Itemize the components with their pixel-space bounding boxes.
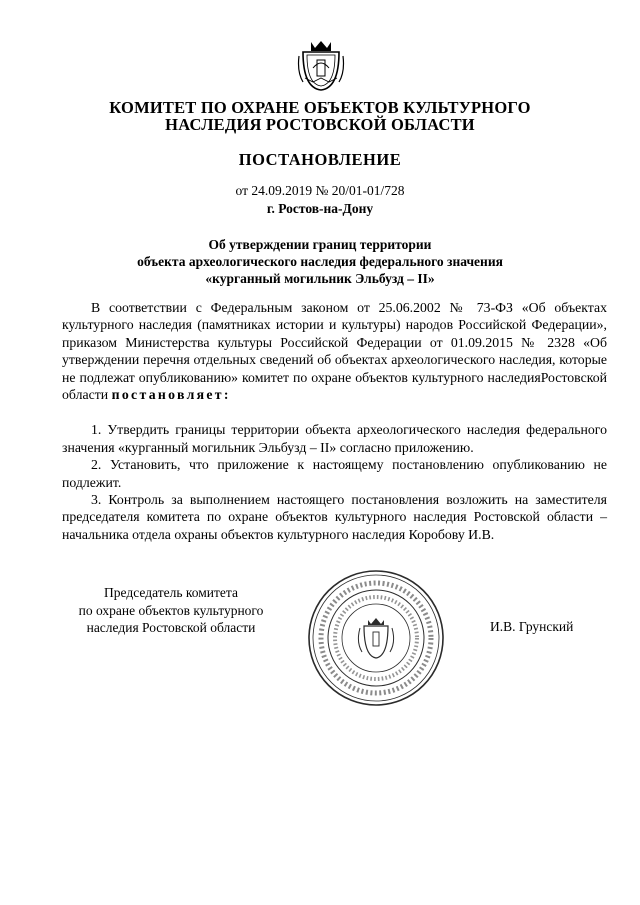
org-title-line2: НАСЛЕДИЯ РОСТОВСКОЙ ОБЛАСТИ [165,115,475,134]
subject-line2: объекта археологического наследия федерального значения [137,254,503,269]
preamble-text: В соответствии с Федеральным законом от 25.06.2002 № 73-ФЗ «Об объектах культурного наследия (памятниках истории и культуры) народов Российской Федерации», приказом Министерства культуры Российской Федерации от 01.09.2015 № 2328 «Об утверждении перечня отдельных сведений об объектах археологического наследия, которые не подлежат опубликованию» комитет по охране объектов культурного наследияРостовской области [62,300,607,403]
signatory-title-line2: по охране объектов культурного [78,602,264,618]
signatory-title-line1: Председатель комитета [104,585,238,600]
signatory-title [60,584,282,637]
org-title-line1: КОМИТЕТ ПО ОХРАНЕ ОБЪЕКТОВ КУЛЬТУРНОГО [109,98,531,117]
city: г. Ростов-на-Дону [266,201,374,216]
signatory-title-line3: наследия Ростовской области [86,620,256,635]
item-3: 3. Контроль за выполнением настоящего постановления возложить на заместителя председателя комитета по охране объектов культурного наследия Ростовской области – начальника отдела охраны объектов культурного наследия Коробову И.В. [62,492,607,542]
preamble-paragraph [62,299,607,403]
item-1: 1. Утвердить границы территории объекта археологического наследия федерального значения «курганный могильник Эльбузд – II» согласно приложению. [62,422,607,455]
document-subject [100,236,540,287]
official-seal-stamp [306,568,446,708]
document-body [62,299,607,543]
subject-line3: «курганный могильник Эльбузд – II» [205,271,435,286]
document-type: ПОСТАНОВЛЕНИЕ [238,150,402,169]
item-2: 2. Установить, что приложение к настоящему постановлению опубликованию не подлежит. [62,457,607,490]
subject-line1: Об утверждении границ территории [208,237,432,252]
date-number: от 24.09.2019 № 20/01-01/728 [235,183,405,198]
decree-word: постановляет: [111,387,231,403]
signatory-name: И.В. Грунский [490,619,574,634]
organization-title [60,99,580,133]
coat-of-arms-emblem [297,38,345,92]
